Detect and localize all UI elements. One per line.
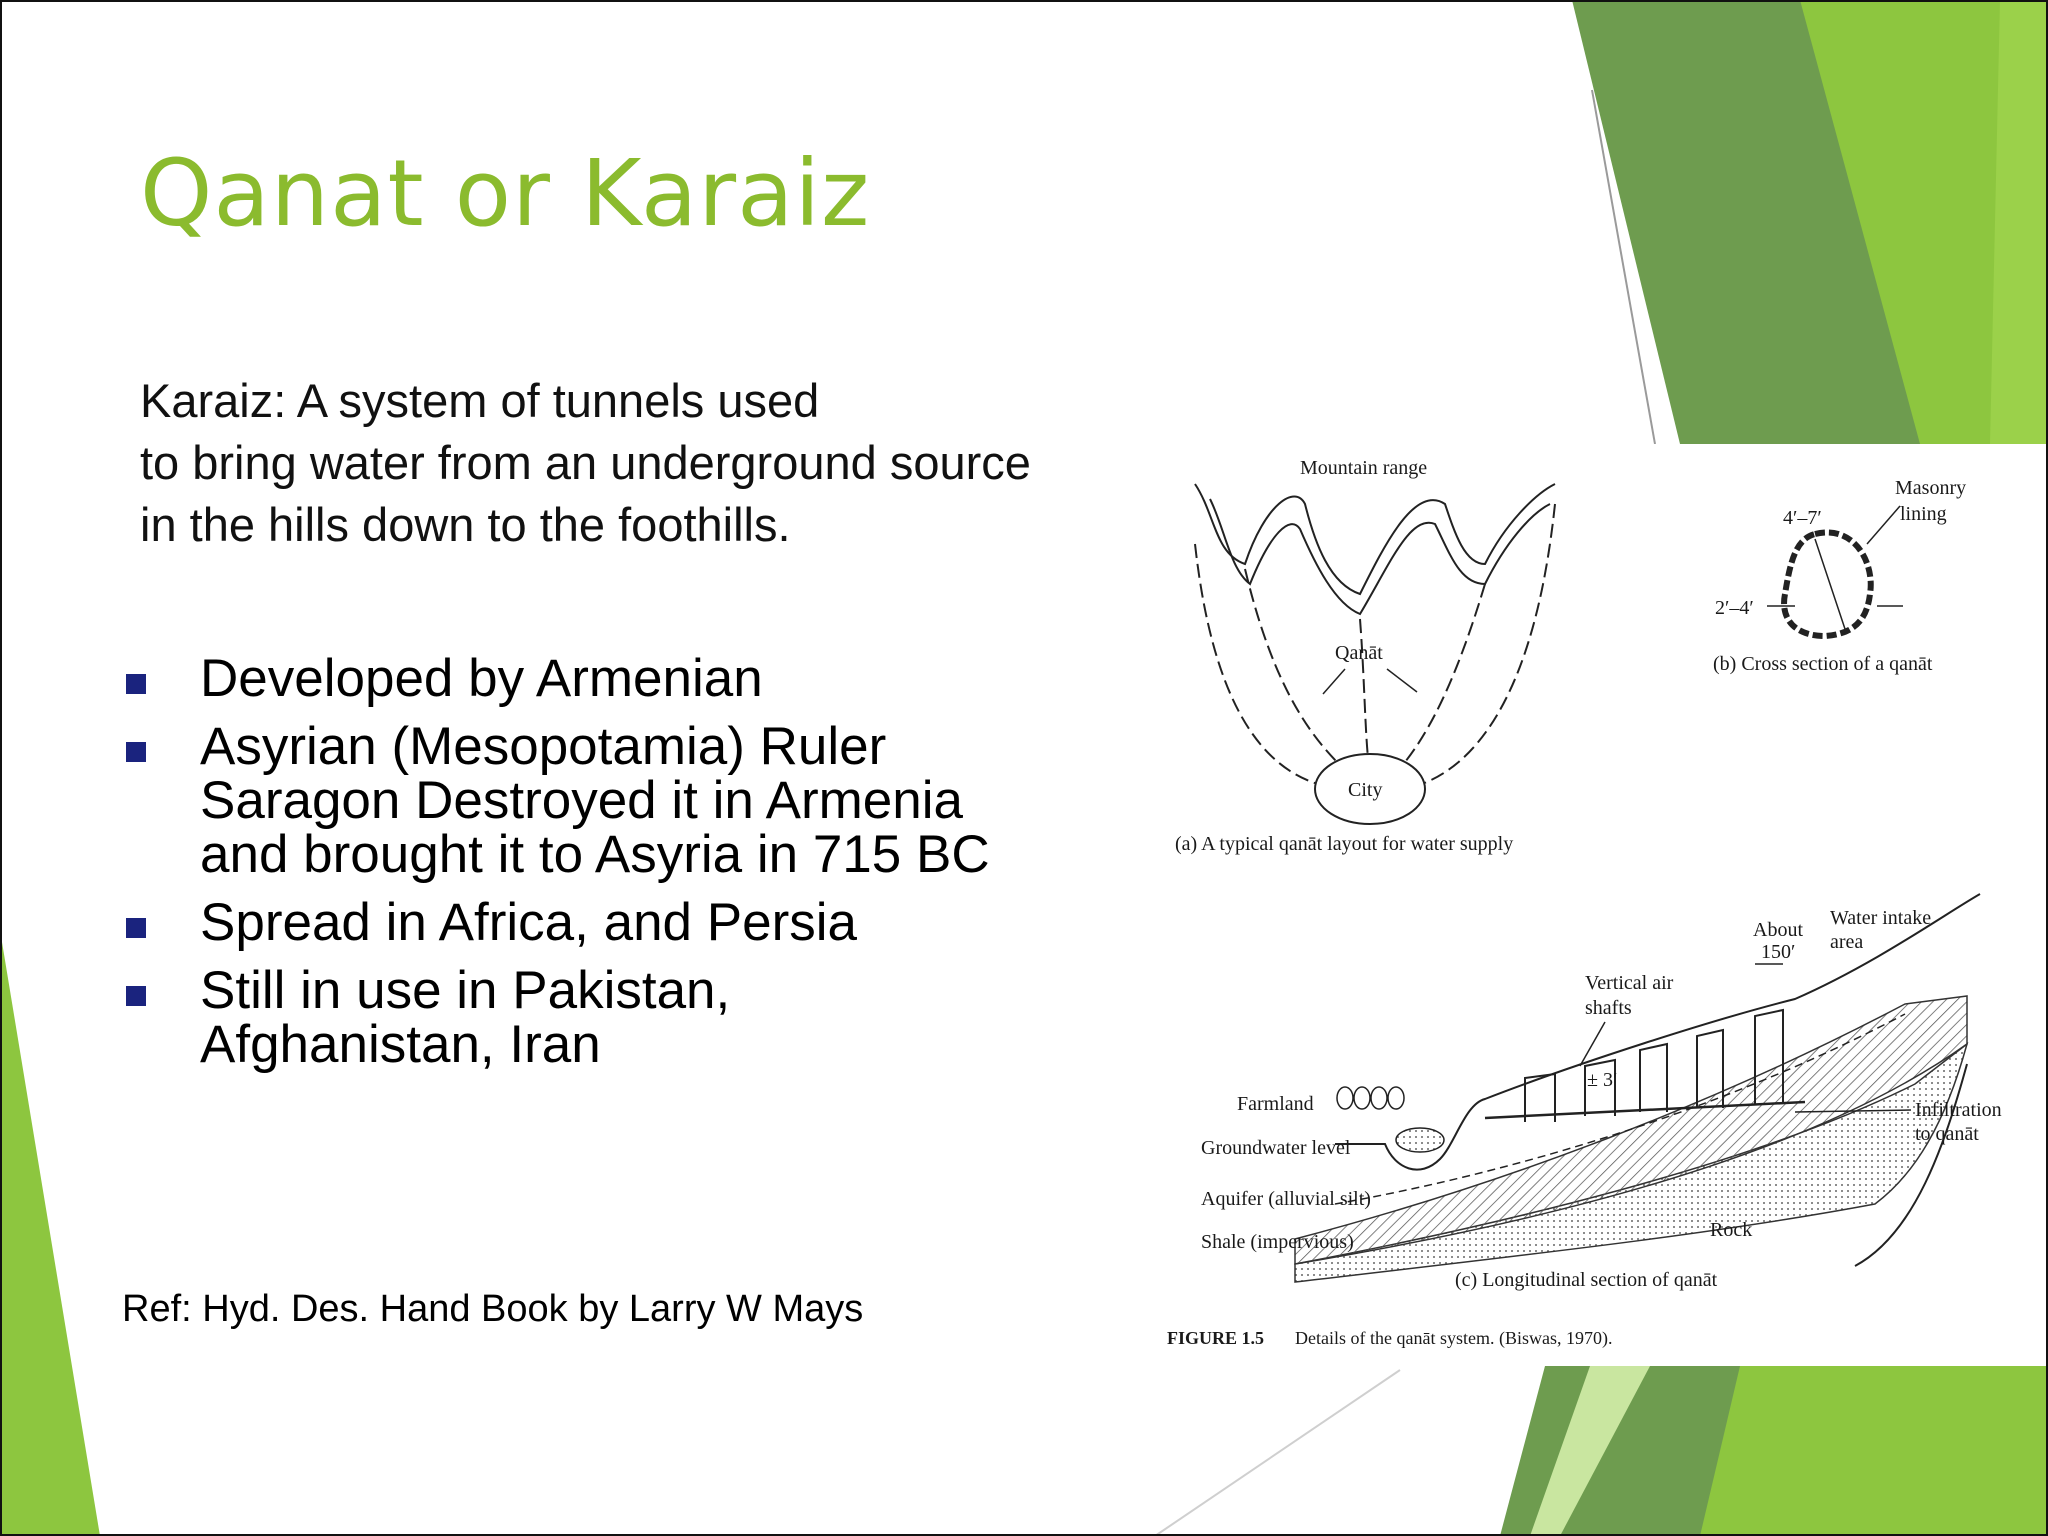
rock-label: Rock <box>1710 1219 1753 1241</box>
bottom-thin-line <box>1155 1370 1400 1536</box>
bullet-line: and brought it to Asyria in 715 BC <box>200 825 990 884</box>
masonry-label-line1: Masonry <box>1895 477 1967 499</box>
aquifer-label: Aquifer (alluvial silt) <box>1201 1188 1371 1210</box>
water-intake-label-line1: Water intake <box>1830 907 1932 929</box>
tunnel-lining-outline <box>1784 532 1871 636</box>
farmland-label: Farmland <box>1237 1093 1314 1115</box>
panel-c-longitudinal <box>1201 894 2002 1291</box>
square-bullet-icon <box>126 986 146 1006</box>
tunnel-centre-line <box>1815 539 1845 629</box>
masonry-label-line2: lining <box>1900 503 1947 525</box>
mountain-range-label: Mountain range <box>1300 457 1428 479</box>
qanat-label: Qanāt <box>1335 642 1383 664</box>
qanat-pointer-right <box>1387 669 1417 692</box>
mountain-ridge-outer <box>1195 484 1555 594</box>
figure-caption: Details of the qanāt system. (Biswas, 1970). <box>1295 1328 1613 1348</box>
groundwater-label: Groundwater level <box>1201 1137 1351 1159</box>
bullet-line: Developed by Armenian <box>200 649 763 708</box>
figure-number: FIGURE 1.5 <box>1167 1328 1265 1348</box>
qanat-diagram <box>1155 444 2048 1366</box>
infiltration-label-line1: Infiltration <box>1915 1099 2002 1121</box>
intro-line: to bring water from an underground source <box>140 436 1031 489</box>
panel-b-cross-section <box>1713 477 1966 675</box>
bullet-line: Spread in Africa, and Persia <box>200 893 857 952</box>
slide-title: Qanat or Karaiz <box>140 140 871 247</box>
bullet-item <box>120 961 1100 1074</box>
intro-line: in the hills down to the foothills. <box>140 498 791 551</box>
square-bullet-icon <box>126 674 146 694</box>
qanat-channel-left <box>1195 544 1345 789</box>
width-dimension-label: 4′–7′ <box>1783 507 1822 529</box>
about-label-line1: About <box>1753 919 1803 941</box>
bullet-item <box>120 717 1100 884</box>
farm-trees-icon <box>1337 1087 1404 1109</box>
left-green-shape <box>0 930 100 1536</box>
shafts-label-line1: Vertical air <box>1585 972 1674 994</box>
reference-note: Ref: Hyd. Des. Hand Book by Larry W Mays <box>122 1288 864 1330</box>
height-dimension-label: 2′–4′ <box>1715 597 1754 619</box>
depth-label: ± 3′ <box>1587 1069 1618 1091</box>
shale-label: Shale (impervious) <box>1201 1231 1354 1253</box>
bullet-line: Saragon Destroyed it in Armenia <box>200 771 964 830</box>
shafts-label-line2: shafts <box>1585 997 1632 1019</box>
square-bullet-icon <box>126 742 146 762</box>
intro-paragraph <box>140 370 1140 556</box>
qanat-channel-right <box>1405 504 1555 789</box>
lining-pointer <box>1867 506 1900 544</box>
bullet-item <box>120 893 1100 952</box>
city-label: City <box>1348 779 1383 801</box>
top-right-bright-shape <box>1990 0 2048 444</box>
bullet-item <box>120 649 1100 708</box>
panel-a-caption: (a) A typical qanāt layout for water supply <box>1175 833 1514 855</box>
water-intake-label-line2: area <box>1830 931 1864 953</box>
infiltration-label-line2: to qanāt <box>1915 1123 1979 1145</box>
qanat-channel-midleft <box>1245 569 1355 779</box>
farm-pond <box>1396 1128 1444 1152</box>
panel-b-caption: (b) Cross section of a qanāt <box>1713 653 1933 675</box>
bullet-line: Afghanistan, Iran <box>200 1015 601 1074</box>
qanat-pointer-left <box>1323 669 1345 694</box>
about-label-line2: 150′ <box>1761 941 1796 963</box>
panel-a-layout <box>1175 457 1555 855</box>
intro-line: Karaiz: A system of tunnels used <box>140 374 820 427</box>
bullet-line: Still in use in Pakistan, <box>200 961 731 1020</box>
bottom-right-light-shape <box>1700 1366 2048 1536</box>
panel-c-caption: (c) Longitudinal section of qanāt <box>1455 1269 1718 1291</box>
qanat-figure <box>1155 444 2048 1366</box>
square-bullet-icon <box>126 918 146 938</box>
bullet-line: Asyrian (Mesopotamia) Ruler <box>200 717 887 776</box>
bullet-list <box>120 649 1100 1086</box>
